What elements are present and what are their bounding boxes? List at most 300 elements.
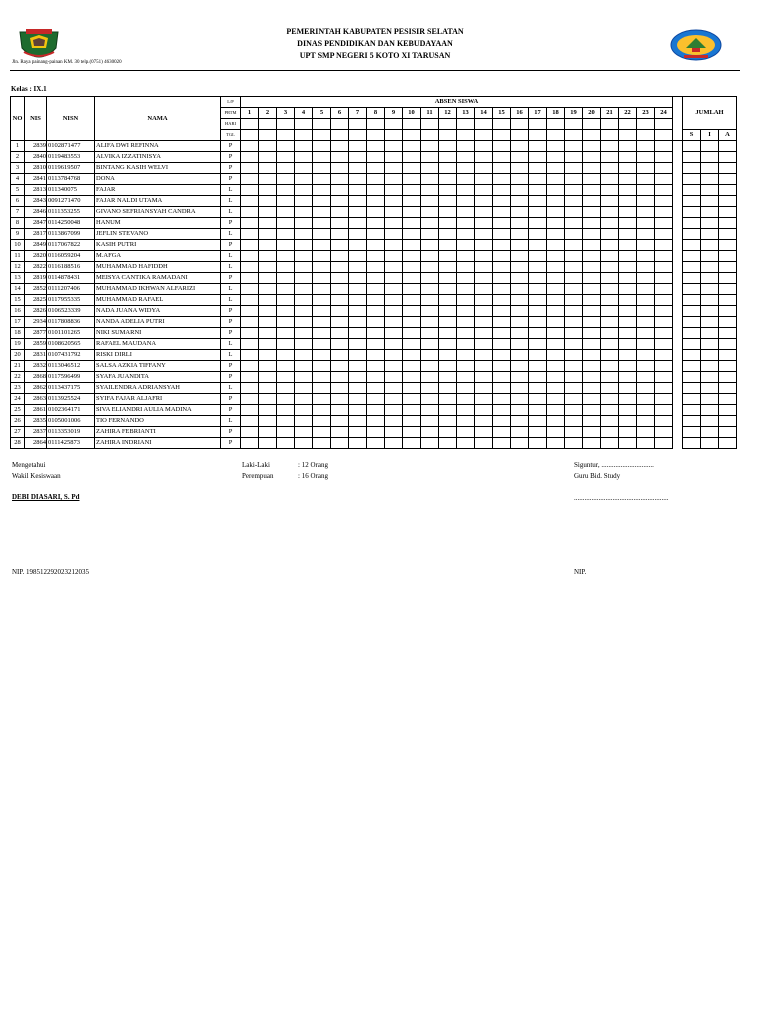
attendance-cell[interactable] xyxy=(367,229,385,240)
attendance-cell[interactable] xyxy=(511,416,529,427)
attendance-cell[interactable] xyxy=(601,229,619,240)
attendance-cell[interactable] xyxy=(277,317,295,328)
attendance-cell[interactable] xyxy=(403,163,421,174)
attendance-cell[interactable] xyxy=(241,405,259,416)
attendance-cell[interactable] xyxy=(241,339,259,350)
jumlah-cell-s[interactable] xyxy=(683,328,701,339)
jumlah-cell-a[interactable] xyxy=(719,185,737,196)
attendance-cell[interactable] xyxy=(277,306,295,317)
attendance-cell[interactable] xyxy=(241,328,259,339)
hari-cell[interactable] xyxy=(529,119,547,130)
attendance-cell[interactable] xyxy=(511,317,529,328)
attendance-cell[interactable] xyxy=(457,416,475,427)
attendance-cell[interactable] xyxy=(295,394,313,405)
attendance-cell[interactable] xyxy=(295,350,313,361)
attendance-cell[interactable] xyxy=(493,427,511,438)
attendance-cell[interactable] xyxy=(655,152,673,163)
attendance-cell[interactable] xyxy=(313,306,331,317)
attendance-cell[interactable] xyxy=(349,174,367,185)
attendance-cell[interactable] xyxy=(493,372,511,383)
tgl-cell[interactable] xyxy=(421,130,439,141)
attendance-cell[interactable] xyxy=(529,251,547,262)
attendance-cell[interactable] xyxy=(529,372,547,383)
attendance-cell[interactable] xyxy=(349,262,367,273)
attendance-cell[interactable] xyxy=(529,163,547,174)
attendance-cell[interactable] xyxy=(367,361,385,372)
attendance-cell[interactable] xyxy=(475,229,493,240)
attendance-cell[interactable] xyxy=(547,251,565,262)
jumlah-cell-s[interactable] xyxy=(683,185,701,196)
attendance-cell[interactable] xyxy=(367,196,385,207)
attendance-cell[interactable] xyxy=(565,306,583,317)
attendance-cell[interactable] xyxy=(457,251,475,262)
attendance-cell[interactable] xyxy=(241,295,259,306)
attendance-cell[interactable] xyxy=(421,427,439,438)
attendance-cell[interactable] xyxy=(457,240,475,251)
attendance-cell[interactable] xyxy=(475,251,493,262)
jumlah-cell-i[interactable] xyxy=(701,295,719,306)
jumlah-cell-a[interactable] xyxy=(719,394,737,405)
attendance-cell[interactable] xyxy=(565,427,583,438)
attendance-cell[interactable] xyxy=(619,152,637,163)
attendance-cell[interactable] xyxy=(637,229,655,240)
attendance-cell[interactable] xyxy=(241,196,259,207)
attendance-cell[interactable] xyxy=(529,405,547,416)
attendance-cell[interactable] xyxy=(547,163,565,174)
attendance-cell[interactable] xyxy=(349,306,367,317)
hari-cell[interactable] xyxy=(619,119,637,130)
attendance-cell[interactable] xyxy=(637,218,655,229)
attendance-cell[interactable] xyxy=(583,218,601,229)
jumlah-cell-a[interactable] xyxy=(719,306,737,317)
attendance-cell[interactable] xyxy=(493,438,511,449)
attendance-cell[interactable] xyxy=(655,438,673,449)
jumlah-cell-a[interactable] xyxy=(719,317,737,328)
jumlah-cell-i[interactable] xyxy=(701,141,719,152)
jumlah-cell-s[interactable] xyxy=(683,438,701,449)
attendance-cell[interactable] xyxy=(583,350,601,361)
attendance-cell[interactable] xyxy=(529,152,547,163)
attendance-cell[interactable] xyxy=(403,284,421,295)
attendance-cell[interactable] xyxy=(619,284,637,295)
attendance-cell[interactable] xyxy=(259,174,277,185)
attendance-cell[interactable] xyxy=(385,339,403,350)
attendance-cell[interactable] xyxy=(493,174,511,185)
attendance-cell[interactable] xyxy=(295,163,313,174)
attendance-cell[interactable] xyxy=(655,416,673,427)
attendance-cell[interactable] xyxy=(457,185,475,196)
attendance-cell[interactable] xyxy=(583,372,601,383)
attendance-cell[interactable] xyxy=(295,240,313,251)
attendance-cell[interactable] xyxy=(619,328,637,339)
attendance-cell[interactable] xyxy=(421,174,439,185)
attendance-cell[interactable] xyxy=(241,372,259,383)
attendance-cell[interactable] xyxy=(259,350,277,361)
attendance-cell[interactable] xyxy=(421,350,439,361)
attendance-cell[interactable] xyxy=(493,240,511,251)
jumlah-cell-i[interactable] xyxy=(701,251,719,262)
attendance-cell[interactable] xyxy=(493,405,511,416)
attendance-cell[interactable] xyxy=(619,273,637,284)
attendance-cell[interactable] xyxy=(601,383,619,394)
hari-cell[interactable] xyxy=(637,119,655,130)
attendance-cell[interactable] xyxy=(295,284,313,295)
attendance-cell[interactable] xyxy=(565,152,583,163)
attendance-cell[interactable] xyxy=(259,207,277,218)
attendance-cell[interactable] xyxy=(421,306,439,317)
attendance-cell[interactable] xyxy=(655,218,673,229)
attendance-cell[interactable] xyxy=(421,229,439,240)
attendance-cell[interactable] xyxy=(313,438,331,449)
attendance-cell[interactable] xyxy=(637,306,655,317)
attendance-cell[interactable] xyxy=(331,262,349,273)
attendance-cell[interactable] xyxy=(385,163,403,174)
attendance-cell[interactable] xyxy=(241,394,259,405)
jumlah-cell-s[interactable] xyxy=(683,218,701,229)
attendance-cell[interactable] xyxy=(295,218,313,229)
tgl-cell[interactable] xyxy=(457,130,475,141)
tgl-cell[interactable] xyxy=(493,130,511,141)
attendance-cell[interactable] xyxy=(367,394,385,405)
attendance-cell[interactable] xyxy=(439,229,457,240)
attendance-cell[interactable] xyxy=(529,383,547,394)
attendance-cell[interactable] xyxy=(529,284,547,295)
attendance-cell[interactable] xyxy=(475,383,493,394)
attendance-cell[interactable] xyxy=(385,174,403,185)
attendance-cell[interactable] xyxy=(241,152,259,163)
attendance-cell[interactable] xyxy=(367,207,385,218)
attendance-cell[interactable] xyxy=(529,350,547,361)
attendance-cell[interactable] xyxy=(277,163,295,174)
attendance-cell[interactable] xyxy=(637,372,655,383)
attendance-cell[interactable] xyxy=(277,328,295,339)
attendance-cell[interactable] xyxy=(241,383,259,394)
hari-cell[interactable] xyxy=(493,119,511,130)
hari-cell[interactable] xyxy=(259,119,277,130)
attendance-cell[interactable] xyxy=(547,427,565,438)
attendance-cell[interactable] xyxy=(403,174,421,185)
attendance-cell[interactable] xyxy=(403,196,421,207)
attendance-cell[interactable] xyxy=(655,229,673,240)
attendance-cell[interactable] xyxy=(457,196,475,207)
jumlah-cell-s[interactable] xyxy=(683,163,701,174)
attendance-cell[interactable] xyxy=(655,361,673,372)
attendance-cell[interactable] xyxy=(511,361,529,372)
attendance-cell[interactable] xyxy=(601,438,619,449)
attendance-cell[interactable] xyxy=(295,405,313,416)
attendance-cell[interactable] xyxy=(583,229,601,240)
attendance-cell[interactable] xyxy=(547,438,565,449)
attendance-cell[interactable] xyxy=(439,174,457,185)
attendance-cell[interactable] xyxy=(457,328,475,339)
attendance-cell[interactable] xyxy=(511,273,529,284)
attendance-cell[interactable] xyxy=(259,328,277,339)
attendance-cell[interactable] xyxy=(259,185,277,196)
jumlah-cell-a[interactable] xyxy=(719,174,737,185)
attendance-cell[interactable] xyxy=(313,317,331,328)
attendance-cell[interactable] xyxy=(349,328,367,339)
attendance-cell[interactable] xyxy=(259,394,277,405)
jumlah-cell-i[interactable] xyxy=(701,405,719,416)
attendance-cell[interactable] xyxy=(439,328,457,339)
attendance-cell[interactable] xyxy=(565,251,583,262)
attendance-cell[interactable] xyxy=(601,273,619,284)
attendance-cell[interactable] xyxy=(295,251,313,262)
attendance-cell[interactable] xyxy=(547,405,565,416)
attendance-cell[interactable] xyxy=(583,152,601,163)
attendance-cell[interactable] xyxy=(637,350,655,361)
attendance-cell[interactable] xyxy=(313,262,331,273)
attendance-cell[interactable] xyxy=(475,427,493,438)
attendance-cell[interactable] xyxy=(367,185,385,196)
attendance-cell[interactable] xyxy=(421,284,439,295)
attendance-cell[interactable] xyxy=(637,416,655,427)
jumlah-cell-s[interactable] xyxy=(683,229,701,240)
attendance-cell[interactable] xyxy=(565,185,583,196)
jumlah-cell-i[interactable] xyxy=(701,317,719,328)
attendance-cell[interactable] xyxy=(475,361,493,372)
jumlah-cell-i[interactable] xyxy=(701,339,719,350)
jumlah-cell-a[interactable] xyxy=(719,196,737,207)
attendance-cell[interactable] xyxy=(403,306,421,317)
attendance-cell[interactable] xyxy=(367,152,385,163)
jumlah-cell-a[interactable] xyxy=(719,273,737,284)
attendance-cell[interactable] xyxy=(403,229,421,240)
attendance-cell[interactable] xyxy=(295,262,313,273)
jumlah-cell-a[interactable] xyxy=(719,328,737,339)
attendance-cell[interactable] xyxy=(385,328,403,339)
attendance-cell[interactable] xyxy=(313,416,331,427)
attendance-cell[interactable] xyxy=(619,427,637,438)
attendance-cell[interactable] xyxy=(241,141,259,152)
attendance-cell[interactable] xyxy=(349,383,367,394)
attendance-cell[interactable] xyxy=(313,163,331,174)
attendance-cell[interactable] xyxy=(529,262,547,273)
attendance-cell[interactable] xyxy=(439,185,457,196)
attendance-cell[interactable] xyxy=(619,141,637,152)
tgl-cell[interactable] xyxy=(331,130,349,141)
attendance-cell[interactable] xyxy=(565,240,583,251)
attendance-cell[interactable] xyxy=(547,218,565,229)
jumlah-cell-i[interactable] xyxy=(701,174,719,185)
attendance-cell[interactable] xyxy=(637,295,655,306)
jumlah-cell-a[interactable] xyxy=(719,438,737,449)
attendance-cell[interactable] xyxy=(601,152,619,163)
jumlah-cell-a[interactable] xyxy=(719,361,737,372)
attendance-cell[interactable] xyxy=(655,163,673,174)
jumlah-cell-a[interactable] xyxy=(719,405,737,416)
jumlah-cell-s[interactable] xyxy=(683,405,701,416)
attendance-cell[interactable] xyxy=(277,218,295,229)
attendance-cell[interactable] xyxy=(241,284,259,295)
attendance-cell[interactable] xyxy=(565,229,583,240)
attendance-cell[interactable] xyxy=(619,394,637,405)
attendance-cell[interactable] xyxy=(457,174,475,185)
attendance-cell[interactable] xyxy=(511,383,529,394)
attendance-cell[interactable] xyxy=(475,207,493,218)
jumlah-cell-i[interactable] xyxy=(701,438,719,449)
attendance-cell[interactable] xyxy=(565,141,583,152)
jumlah-cell-i[interactable] xyxy=(701,229,719,240)
attendance-cell[interactable] xyxy=(457,229,475,240)
attendance-cell[interactable] xyxy=(439,350,457,361)
attendance-cell[interactable] xyxy=(583,416,601,427)
attendance-cell[interactable] xyxy=(601,196,619,207)
attendance-cell[interactable] xyxy=(547,339,565,350)
attendance-cell[interactable] xyxy=(655,295,673,306)
attendance-cell[interactable] xyxy=(583,394,601,405)
attendance-cell[interactable] xyxy=(367,240,385,251)
attendance-cell[interactable] xyxy=(637,207,655,218)
attendance-cell[interactable] xyxy=(457,218,475,229)
attendance-cell[interactable] xyxy=(475,141,493,152)
attendance-cell[interactable] xyxy=(547,372,565,383)
attendance-cell[interactable] xyxy=(259,383,277,394)
attendance-cell[interactable] xyxy=(583,383,601,394)
attendance-cell[interactable] xyxy=(385,350,403,361)
attendance-cell[interactable] xyxy=(367,218,385,229)
attendance-cell[interactable] xyxy=(475,317,493,328)
attendance-cell[interactable] xyxy=(457,427,475,438)
attendance-cell[interactable] xyxy=(457,163,475,174)
attendance-cell[interactable] xyxy=(349,361,367,372)
attendance-cell[interactable] xyxy=(313,350,331,361)
attendance-cell[interactable] xyxy=(637,196,655,207)
attendance-cell[interactable] xyxy=(547,141,565,152)
attendance-cell[interactable] xyxy=(565,295,583,306)
attendance-cell[interactable] xyxy=(457,152,475,163)
attendance-cell[interactable] xyxy=(457,361,475,372)
attendance-cell[interactable] xyxy=(403,427,421,438)
attendance-cell[interactable] xyxy=(637,394,655,405)
attendance-cell[interactable] xyxy=(475,372,493,383)
attendance-cell[interactable] xyxy=(277,141,295,152)
attendance-cell[interactable] xyxy=(367,405,385,416)
attendance-cell[interactable] xyxy=(349,240,367,251)
attendance-cell[interactable] xyxy=(583,328,601,339)
attendance-cell[interactable] xyxy=(601,284,619,295)
attendance-cell[interactable] xyxy=(511,163,529,174)
attendance-cell[interactable] xyxy=(565,416,583,427)
attendance-cell[interactable] xyxy=(529,427,547,438)
jumlah-cell-s[interactable] xyxy=(683,295,701,306)
attendance-cell[interactable] xyxy=(331,141,349,152)
attendance-cell[interactable] xyxy=(547,394,565,405)
hari-cell[interactable] xyxy=(241,119,259,130)
attendance-cell[interactable] xyxy=(601,405,619,416)
attendance-cell[interactable] xyxy=(583,251,601,262)
attendance-cell[interactable] xyxy=(295,174,313,185)
attendance-cell[interactable] xyxy=(583,295,601,306)
attendance-cell[interactable] xyxy=(385,229,403,240)
jumlah-cell-a[interactable] xyxy=(719,350,737,361)
attendance-cell[interactable] xyxy=(511,229,529,240)
attendance-cell[interactable] xyxy=(259,372,277,383)
attendance-cell[interactable] xyxy=(331,328,349,339)
attendance-cell[interactable] xyxy=(583,240,601,251)
attendance-cell[interactable] xyxy=(619,306,637,317)
jumlah-cell-a[interactable] xyxy=(719,207,737,218)
attendance-cell[interactable] xyxy=(259,361,277,372)
attendance-cell[interactable] xyxy=(475,218,493,229)
attendance-cell[interactable] xyxy=(511,262,529,273)
attendance-cell[interactable] xyxy=(637,174,655,185)
attendance-cell[interactable] xyxy=(277,339,295,350)
attendance-cell[interactable] xyxy=(601,218,619,229)
attendance-cell[interactable] xyxy=(277,372,295,383)
attendance-cell[interactable] xyxy=(241,185,259,196)
attendance-cell[interactable] xyxy=(349,251,367,262)
attendance-cell[interactable] xyxy=(331,174,349,185)
attendance-cell[interactable] xyxy=(331,185,349,196)
jumlah-cell-s[interactable] xyxy=(683,383,701,394)
attendance-cell[interactable] xyxy=(655,141,673,152)
attendance-cell[interactable] xyxy=(619,339,637,350)
attendance-cell[interactable] xyxy=(241,240,259,251)
attendance-cell[interactable] xyxy=(583,405,601,416)
attendance-cell[interactable] xyxy=(421,438,439,449)
attendance-cell[interactable] xyxy=(583,438,601,449)
jumlah-cell-s[interactable] xyxy=(683,273,701,284)
attendance-cell[interactable] xyxy=(583,141,601,152)
attendance-cell[interactable] xyxy=(259,251,277,262)
attendance-cell[interactable] xyxy=(241,163,259,174)
attendance-cell[interactable] xyxy=(331,361,349,372)
attendance-cell[interactable] xyxy=(547,295,565,306)
attendance-cell[interactable] xyxy=(295,229,313,240)
tgl-cell[interactable] xyxy=(547,130,565,141)
attendance-cell[interactable] xyxy=(529,185,547,196)
attendance-cell[interactable] xyxy=(277,295,295,306)
attendance-cell[interactable] xyxy=(637,163,655,174)
attendance-cell[interactable] xyxy=(547,273,565,284)
jumlah-cell-i[interactable] xyxy=(701,207,719,218)
attendance-cell[interactable] xyxy=(313,218,331,229)
tgl-cell[interactable] xyxy=(637,130,655,141)
attendance-cell[interactable] xyxy=(313,152,331,163)
attendance-cell[interactable] xyxy=(457,372,475,383)
attendance-cell[interactable] xyxy=(565,438,583,449)
attendance-cell[interactable] xyxy=(547,240,565,251)
attendance-cell[interactable] xyxy=(403,207,421,218)
jumlah-cell-i[interactable] xyxy=(701,427,719,438)
attendance-cell[interactable] xyxy=(295,306,313,317)
attendance-cell[interactable] xyxy=(655,174,673,185)
attendance-cell[interactable] xyxy=(349,295,367,306)
attendance-cell[interactable] xyxy=(331,372,349,383)
jumlah-cell-s[interactable] xyxy=(683,394,701,405)
tgl-cell[interactable] xyxy=(241,130,259,141)
attendance-cell[interactable] xyxy=(493,383,511,394)
attendance-cell[interactable] xyxy=(565,405,583,416)
jumlah-cell-a[interactable] xyxy=(719,339,737,350)
attendance-cell[interactable] xyxy=(241,229,259,240)
attendance-cell[interactable] xyxy=(439,273,457,284)
attendance-cell[interactable] xyxy=(511,306,529,317)
attendance-cell[interactable] xyxy=(259,141,277,152)
attendance-cell[interactable] xyxy=(313,273,331,284)
attendance-cell[interactable] xyxy=(529,317,547,328)
hari-cell[interactable] xyxy=(349,119,367,130)
attendance-cell[interactable] xyxy=(439,196,457,207)
jumlah-cell-s[interactable] xyxy=(683,306,701,317)
attendance-cell[interactable] xyxy=(529,361,547,372)
attendance-cell[interactable] xyxy=(421,328,439,339)
attendance-cell[interactable] xyxy=(331,394,349,405)
attendance-cell[interactable] xyxy=(493,339,511,350)
attendance-cell[interactable] xyxy=(403,240,421,251)
attendance-cell[interactable] xyxy=(421,273,439,284)
